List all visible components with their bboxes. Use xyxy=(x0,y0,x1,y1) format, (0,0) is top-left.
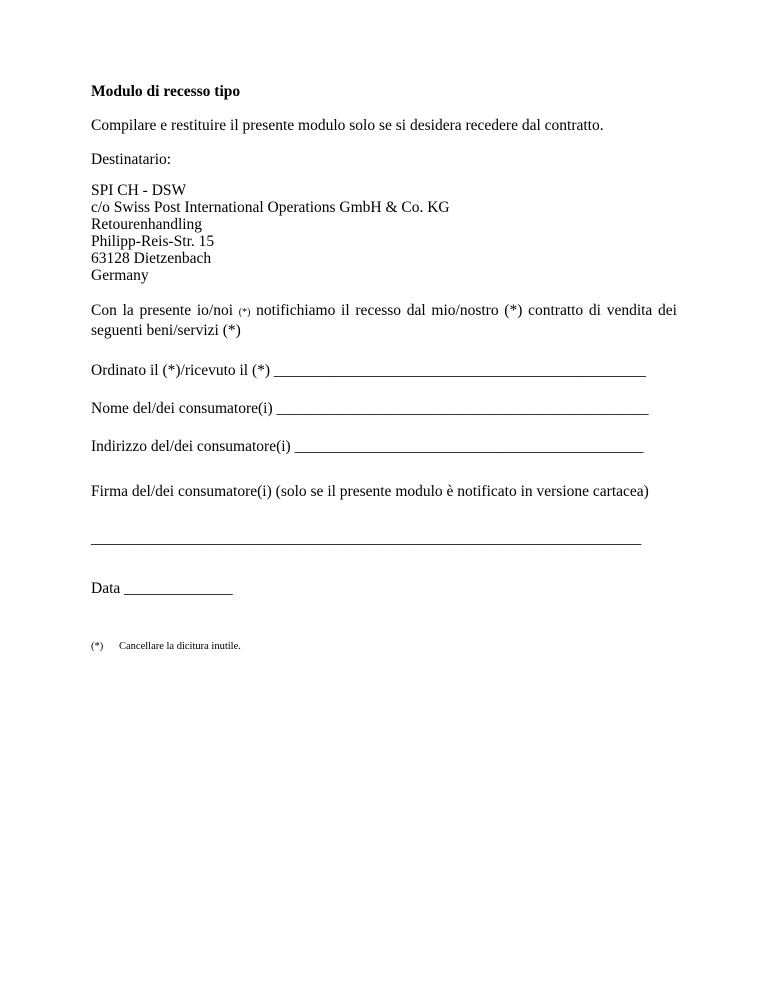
ordered-received-field[interactable]: Ordinato il (*)/ricevuto il (*) ________________________________________________ xyxy=(91,362,646,379)
notice-start: Con la presente io/noi xyxy=(91,302,239,319)
footnote xyxy=(91,640,241,653)
address-line: Retourenhandling xyxy=(91,216,203,233)
address-line: SPI CH - DSW xyxy=(91,182,187,199)
notice-mark: (*) xyxy=(238,307,251,318)
consumer-address-field[interactable]: Indirizzo del/dei consumatore(i) _____________________________________________ xyxy=(91,438,644,455)
form-title: Modulo di recesso tipo xyxy=(91,83,241,100)
date-field[interactable]: Data ______________ xyxy=(91,580,233,597)
address-line: c/o Swiss Post International Operations GmbH & Co. KG xyxy=(91,199,450,216)
withdrawal-notice xyxy=(91,302,677,340)
signature-line[interactable]: _______________________________________________________________________ xyxy=(91,530,642,547)
recipient-label: Destinatario: xyxy=(91,151,172,168)
footnote-text: Cancellare la dicitura inutile. xyxy=(119,641,241,652)
footnote-mark: (*) xyxy=(91,641,104,652)
address-line: Germany xyxy=(91,267,149,284)
consumer-name-field[interactable]: Nome del/dei consumatore(i) ________________________________________________ xyxy=(91,400,649,417)
address-line: 63128 Dietzenbach xyxy=(91,250,212,267)
signature-label: Firma del/dei consumatore(i) (solo se il presente modulo è notificato in versione cartacea) xyxy=(91,483,649,500)
address-line: Philipp-Reis-Str. 15 xyxy=(91,233,215,250)
notice-rest: notifichiamo il recesso dal mio/nostro (*) contratto di vendita dei seguenti beni/servizi (*) xyxy=(91,302,677,339)
instruction-text: Compilare e restituire il presente modulo solo se si desidera recedere dal contratto. xyxy=(91,117,604,134)
